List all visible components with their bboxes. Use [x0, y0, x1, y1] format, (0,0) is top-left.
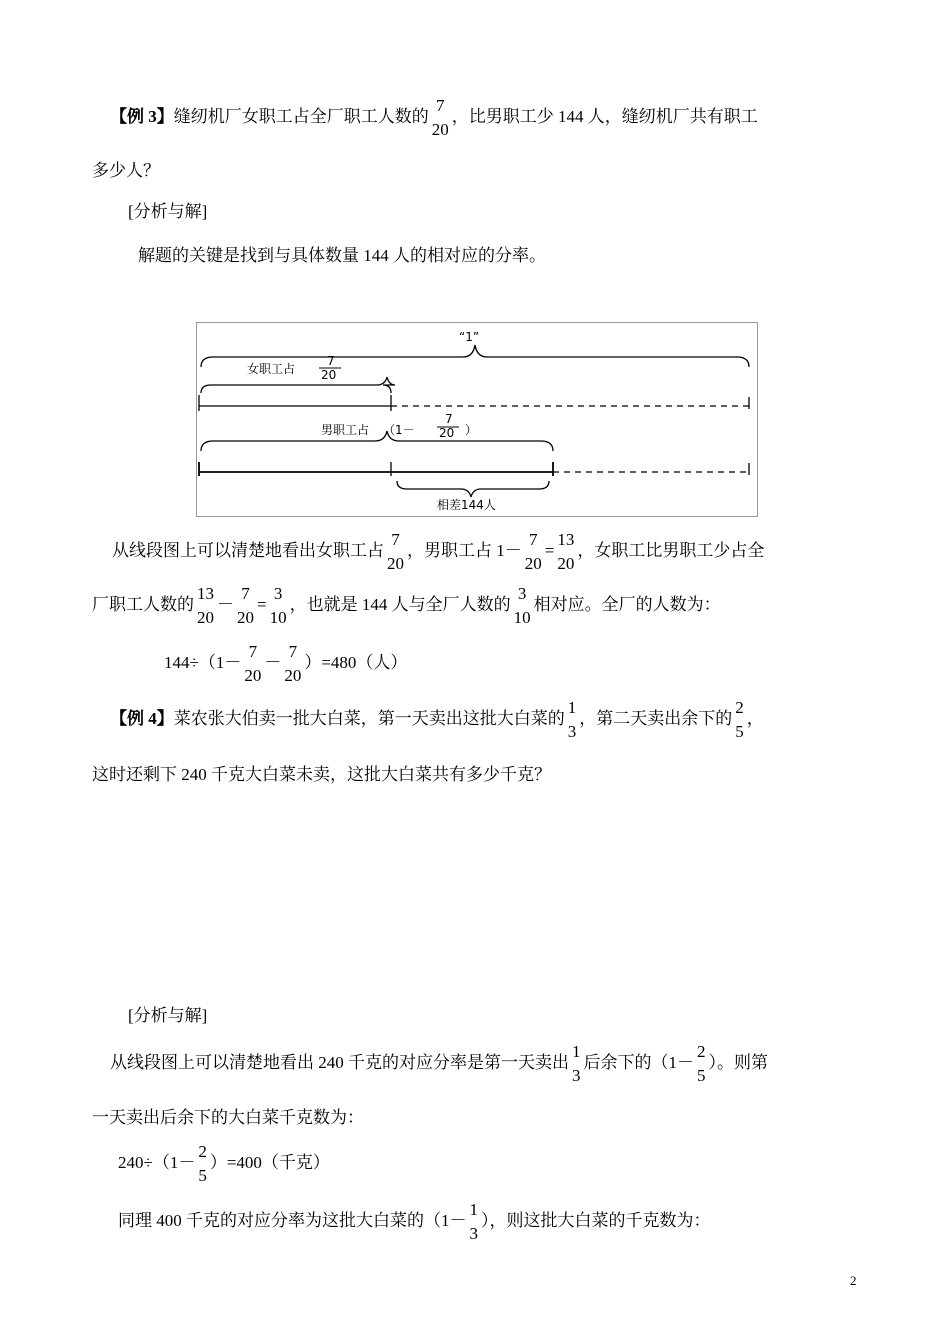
minus-sign: －	[264, 652, 282, 672]
analysis2-line2	[92, 1107, 364, 1129]
section-heading: [分析与解]	[128, 202, 208, 221]
fraction: 7 20	[237, 584, 254, 627]
fraction: 2 5	[697, 1042, 706, 1085]
female-label: 女职工占	[247, 362, 296, 376]
whole-label: “1”	[459, 330, 480, 344]
problem-text: 菜农张大伯卖一批大白菜，第一天卖出这批大白菜的	[173, 708, 565, 728]
line-segment-diagram	[196, 322, 758, 517]
fraction: 2 5	[198, 1142, 207, 1185]
analysis2-line1	[110, 1042, 768, 1086]
reasoning-line1	[112, 530, 764, 574]
page-number: 2	[850, 1273, 857, 1288]
equals-sign: =	[544, 540, 555, 560]
paragraph-text: 一天卖出后余下的大白菜千克数为：	[92, 1108, 364, 1127]
key-line	[138, 245, 546, 267]
paragraph-text: ）。则第	[708, 1052, 768, 1072]
analysis2-line3	[118, 1200, 711, 1244]
fraction: 7 20	[524, 530, 542, 573]
formula-text: ）=400（千克）	[209, 1152, 330, 1172]
male-label: 男职工占	[321, 423, 370, 437]
paragraph-text: 相对应。全厂的人数为：	[533, 594, 721, 614]
problem-text: 多少人？	[92, 161, 160, 180]
difference-label: 相差144人	[437, 498, 496, 512]
analysis-heading	[128, 201, 207, 223]
problem-text: ，	[746, 708, 764, 728]
fraction: 1 3	[567, 698, 577, 741]
example4-line2	[92, 764, 551, 786]
fraction: 7 20	[244, 642, 262, 685]
fraction: 7 20	[387, 530, 404, 573]
male-frac-num: 7	[445, 412, 453, 426]
problem-text: ，第二天卖出余下的	[579, 708, 733, 728]
example-tag: 【例 3】	[110, 106, 174, 126]
example3-line2	[92, 160, 160, 182]
fraction: 1 3	[572, 1042, 581, 1085]
analysis2-heading	[128, 1005, 207, 1027]
paragraph-text: ，女职工比男职工少占全	[577, 540, 765, 560]
fraction: 1 3	[469, 1200, 478, 1243]
example4-line1	[110, 698, 764, 742]
paragraph-text: 厂职工人数的	[92, 594, 194, 614]
section-heading: [分析与解]	[128, 1006, 208, 1025]
fraction: 2 5	[735, 698, 744, 741]
paragraph-text: ），则这批大白菜的千克数为：	[481, 1210, 711, 1230]
fraction: 13 20	[557, 530, 575, 573]
paragraph-text: 从线段图上可以清楚地看出女职工占	[112, 540, 384, 560]
fraction: 7 20	[284, 642, 302, 685]
male-frac-den: 20	[439, 426, 455, 440]
equals-sign: =	[257, 594, 267, 614]
problem-text: ，比男职工少 144 人，缝纫机厂共有职工	[451, 106, 758, 126]
female-frac-num: 7	[327, 354, 335, 368]
calc-line-480	[164, 642, 407, 686]
example3-line1	[110, 96, 758, 140]
formula-text: 144÷（1－	[164, 652, 242, 672]
paragraph-text: 解题的关键是找到与具体数量 144 人的相对应的分率。	[138, 246, 546, 265]
male-expr-open: （1－	[383, 423, 415, 437]
paragraph-text: ，男职工占 1－	[407, 540, 522, 560]
calc-line-400	[118, 1142, 330, 1186]
minus-sign: －	[217, 594, 234, 614]
paragraph-text: 同理 400 千克的对应分率为这批大白菜的（1－	[118, 1210, 467, 1230]
male-expr-close: ）	[465, 423, 478, 437]
fraction: 3 10	[513, 584, 531, 627]
fraction: 3 10	[269, 584, 287, 627]
reasoning-line2	[92, 584, 721, 628]
paragraph-text: 从线段图上可以清楚地看出 240 千克的对应分率是第一天卖出	[110, 1052, 569, 1072]
example-tag: 【例 4】	[110, 708, 174, 728]
paragraph-text: ，也就是 144 人与全厂人数的	[289, 594, 511, 614]
problem-text: 这时还剩下 240 千克大白菜未卖，这批大白菜共有多少千克？	[92, 765, 551, 784]
female-frac-den: 20	[321, 368, 337, 382]
diagram-svg	[197, 323, 759, 518]
formula-text: 240÷（1－	[118, 1152, 196, 1172]
paragraph-text: 后余下的（1－	[583, 1052, 694, 1072]
fraction: 7 20	[431, 96, 449, 139]
problem-text: 缝纫机厂女职工占全厂职工人数的	[173, 106, 429, 126]
fraction: 13 20	[197, 584, 214, 627]
formula-text: ）=480（人）	[304, 652, 408, 672]
